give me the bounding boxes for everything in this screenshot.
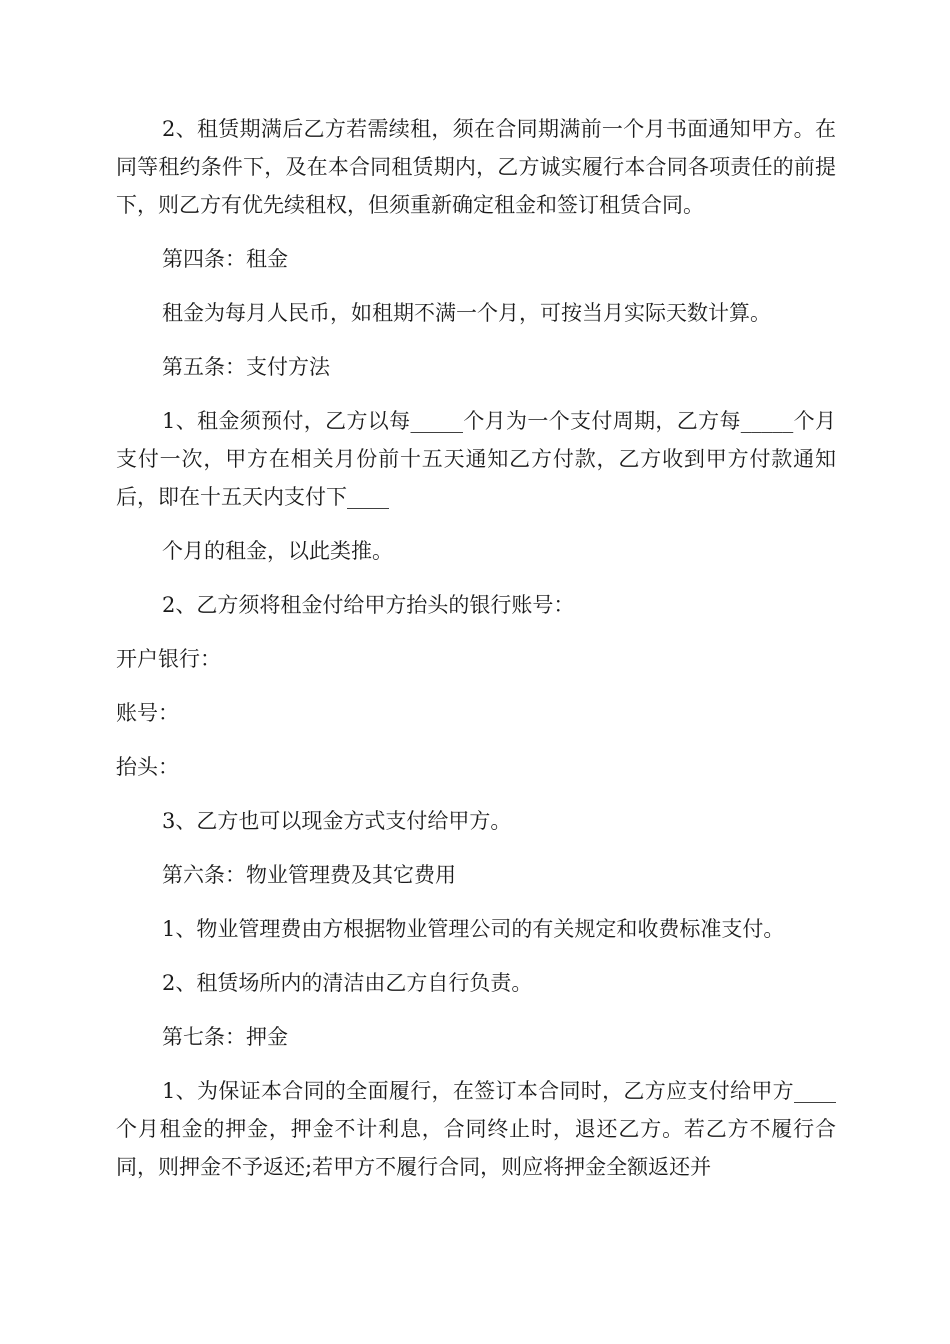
paragraph-deposit: 1、为保证本合同的全面履行，在签订本合同时，乙方应支付给甲方____个月租金的押金，押金不计利息，合同终止时，退还乙方。若乙方不履行合同，则押金不予返还;若甲方不履行合同，则应将押金全额返还并	[116, 1079, 836, 1179]
heading-article-6-fees: 第六条：物业管理费及其它费用	[162, 863, 456, 887]
paragraph-bank-account: 2、乙方须将租金付给甲方抬头的银行账号：	[162, 593, 575, 617]
field-bank-name: 开户银行：	[116, 647, 221, 671]
paragraph-cleaning: 2、租赁场所内的清洁由乙方自行负责。	[162, 971, 533, 995]
paragraph-prepayment-cont: 个月的租金，以此类推。	[162, 539, 393, 563]
field-account-header: 抬头：	[116, 755, 179, 779]
paragraph-management-fee: 1、物业管理费由方根据物业管理公司的有关规定和收费标准支付。	[162, 917, 785, 941]
document-body	[116, 110, 836, 1202]
field-account-number: 账号：	[116, 701, 179, 725]
paragraph-renewal: 2、租赁期满后乙方若需续租，须在合同期满前一个月书面通知甲方。在同等租约条件下，及在本合同租赁期内，乙方诚实履行本合同各项责任的前提下，则乙方有优先续租权，但须重新确定租金和签订租赁合同。	[116, 117, 836, 217]
paragraph-rent-amount: 租金为每月人民币，如租期不满一个月，可按当月实际天数计算。	[162, 301, 771, 325]
heading-article-5-payment: 第五条：支付方法	[162, 355, 330, 379]
paragraph-cash-payment: 3、乙方也可以现金方式支付给甲方。	[162, 809, 512, 833]
heading-article-7-deposit: 第七条：押金	[162, 1025, 288, 1049]
paragraph-prepayment: 1、租金须预付，乙方以每_____个月为一个支付周期，乙方每_____个月支付一次，甲方在相关月份前十五天通知乙方付款，乙方收到甲方付款通知后，即在十五天内支付下____	[116, 409, 836, 509]
heading-article-4-rent: 第四条：租金	[162, 247, 288, 271]
